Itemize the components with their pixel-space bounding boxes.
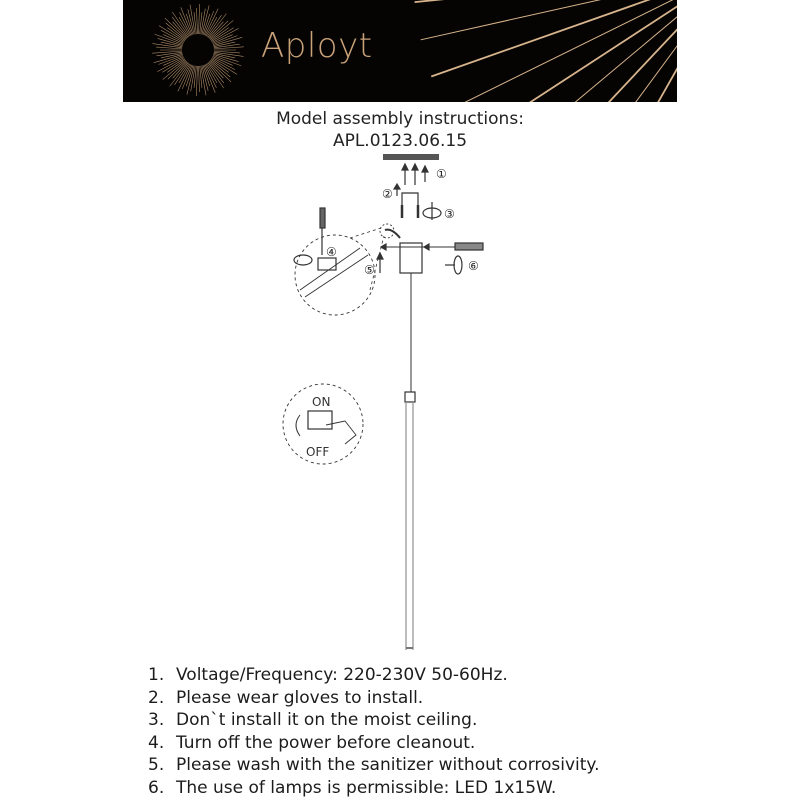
title-line-1: Model assembly instructions: [276, 109, 524, 129]
canopy-box [400, 243, 422, 273]
step-6-marker: ⑥ [468, 259, 479, 273]
spec-item: 6. The use of lamps is permissible: LED 1x15W. [148, 777, 557, 798]
spec-item: 2. Please wear gloves to install. [148, 687, 424, 708]
spec-item: 3. Don`t install it on the moist ceiling. [148, 710, 478, 730]
switch-on-label: ON [312, 395, 331, 409]
switch-off-label: OFF [306, 445, 330, 459]
brand-logo: Aployt [261, 26, 373, 66]
spec-item: 4. Turn off the power before cleanout. [148, 732, 476, 753]
screwdriver-icon [455, 243, 483, 250]
step-3-marker: ③ [444, 207, 455, 221]
step-2-marker: ② [382, 187, 393, 201]
step-1-marker: ① [436, 167, 447, 181]
specification-list [148, 664, 599, 799]
step-4-marker: ④ [326, 245, 337, 259]
spec-item: 5. Please wash with the sanitizer without corrosivity. [148, 755, 600, 775]
ceiling-plate [383, 154, 439, 160]
spec-item: 1. Voltage/Frequency: 220-230V 50-60Hz. [148, 665, 508, 685]
step-5-marker: ⑤ [364, 263, 375, 277]
model-number: APL.0123.06.15 [332, 131, 468, 151]
